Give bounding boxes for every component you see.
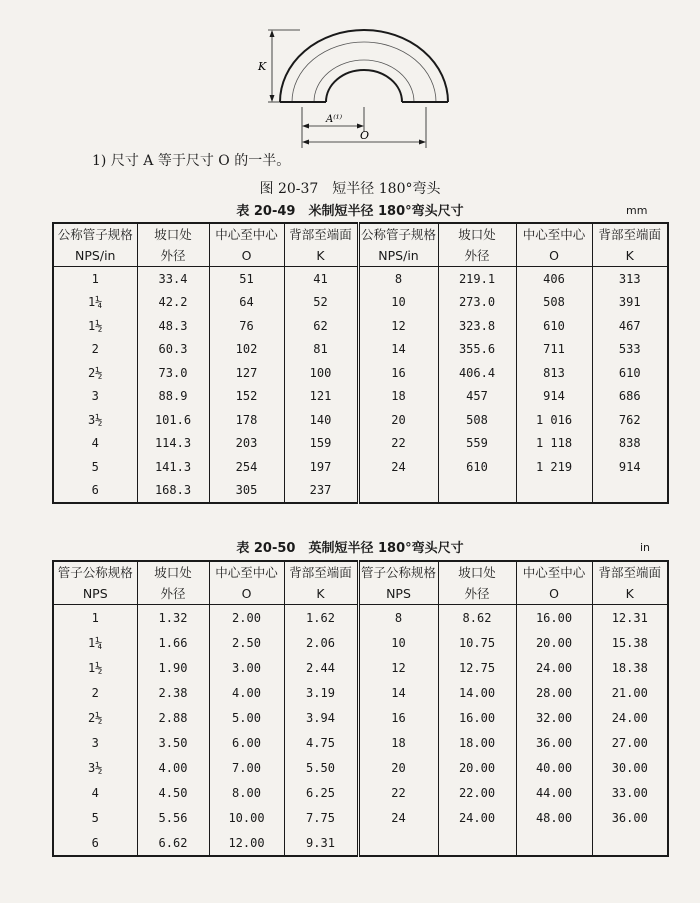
table-cell: 51 [209, 267, 284, 291]
table-cell: 33.00 [592, 780, 668, 805]
table-cell: 6 [91, 483, 99, 498]
figure-footnote: 1) 尺寸 A 等于尺寸 O 的一半。 [92, 153, 291, 169]
table-cell: 20 [358, 755, 438, 780]
table-row [53, 705, 668, 730]
column-header: 中心至中心 [516, 223, 592, 245]
column-header: 中心至中心 [209, 561, 284, 583]
table-cell: 273.0 [438, 291, 516, 315]
table-row [53, 830, 668, 856]
table-cell: 3½ [88, 760, 103, 775]
table-cell: 33.4 [137, 267, 209, 291]
table-cell: 42.2 [137, 291, 209, 315]
table-row [53, 455, 668, 479]
table-cell: 76 [209, 314, 284, 338]
table-cell: 10 [358, 630, 438, 655]
table-row [53, 655, 668, 680]
table-cell: 219.1 [438, 267, 516, 291]
table-cell: 3½ [88, 412, 103, 427]
table-cell: 203 [209, 432, 284, 456]
table-cell: 101.6 [137, 408, 209, 432]
table-cell: 2.50 [209, 630, 284, 655]
table-cell: 762 [592, 408, 668, 432]
header-row [53, 223, 668, 245]
table-cell: 20 [358, 408, 438, 432]
table-cell: 2½ [88, 365, 103, 380]
table-cell: 24.00 [592, 705, 668, 730]
imperial-dimension-table [52, 560, 669, 857]
column-header: NPS [53, 583, 137, 605]
table-cell: 15.38 [592, 630, 668, 655]
table-cell: 8 [358, 605, 438, 631]
table-cell: 8 [358, 267, 438, 291]
column-header: 坡口处 [438, 561, 516, 583]
table-cell: 2.06 [284, 630, 358, 655]
table-cell: 16 [358, 361, 438, 385]
table-row [53, 385, 668, 409]
table-cell: 5.56 [137, 805, 209, 830]
table-cell: 1 [91, 610, 99, 625]
table-cell: 2.00 [209, 605, 284, 631]
table-cell: 18.38 [592, 655, 668, 680]
table-cell: 24.00 [438, 805, 516, 830]
table-cell: 3.50 [137, 730, 209, 755]
column-header: O [209, 245, 284, 267]
table-cell: 1 [91, 271, 99, 286]
column-header: 坡口处 [137, 561, 209, 583]
column-header: K [592, 583, 668, 605]
column-header: 背部至端面 [284, 223, 358, 245]
table-cell: 5.00 [209, 705, 284, 730]
table-cell [438, 830, 516, 856]
table-row [53, 338, 668, 362]
table-cell: 2.88 [137, 705, 209, 730]
table-cell: 305 [209, 479, 284, 504]
table-cell: 48.00 [516, 805, 592, 830]
column-header: 坡口处 [137, 223, 209, 245]
table-cell: 323.8 [438, 314, 516, 338]
table-cell: 64 [209, 291, 284, 315]
table-cell: 406 [516, 267, 592, 291]
table-cell: 8.00 [209, 780, 284, 805]
table-cell: 140 [284, 408, 358, 432]
table-cell: 406.4 [438, 361, 516, 385]
table-cell: 10 [358, 291, 438, 315]
table-cell: 168.3 [137, 479, 209, 504]
table-cell: 44.00 [516, 780, 592, 805]
table-cell: 254 [209, 455, 284, 479]
table2-unit: in [640, 541, 651, 554]
table-cell: 559 [438, 432, 516, 456]
table-cell: 6.25 [284, 780, 358, 805]
table-cell: 1½ [88, 660, 103, 675]
table-cell: 102 [209, 338, 284, 362]
table-cell [592, 479, 668, 504]
table-cell: 3.00 [209, 655, 284, 680]
table-cell: 24.00 [516, 655, 592, 680]
table-cell: 121 [284, 385, 358, 409]
column-header: K [592, 245, 668, 267]
table-cell [438, 479, 516, 504]
table-cell: 1 118 [516, 432, 592, 456]
return-bend-diagram [240, 12, 490, 152]
table-cell: 4 [91, 785, 99, 800]
table-row [53, 432, 668, 456]
a-label: A⁽¹⁾ [326, 114, 343, 125]
table-cell: 12 [358, 655, 438, 680]
table-cell: 1.90 [137, 655, 209, 680]
table-row [53, 267, 668, 291]
table-cell [358, 479, 438, 504]
table-cell: 16.00 [516, 605, 592, 631]
table-cell: 391 [592, 291, 668, 315]
table-cell: 22 [358, 780, 438, 805]
table-cell: 4.00 [137, 755, 209, 780]
table-cell: 457 [438, 385, 516, 409]
table-row [53, 805, 668, 830]
table2-caption: 表 20-50 英制短半径 180°弯头尺寸 [236, 541, 464, 556]
table-cell: 141.3 [137, 455, 209, 479]
table-cell: 2.44 [284, 655, 358, 680]
table-cell: 7.75 [284, 805, 358, 830]
table-cell: 237 [284, 479, 358, 504]
table-cell: 159 [284, 432, 358, 456]
table-cell: 12.75 [438, 655, 516, 680]
column-header: 外径 [137, 245, 209, 267]
table-cell: 36.00 [516, 730, 592, 755]
table-cell: 3.19 [284, 680, 358, 705]
table-cell: 5 [91, 810, 99, 825]
table-cell: 533 [592, 338, 668, 362]
column-header: 中心至中心 [209, 223, 284, 245]
table-cell: 4.00 [209, 680, 284, 705]
table-cell: 24 [358, 455, 438, 479]
table-row [53, 680, 668, 705]
table-row [53, 780, 668, 805]
table-cell: 4 [91, 436, 99, 451]
table-cell: 9.31 [284, 830, 358, 856]
table-cell: 60.3 [137, 338, 209, 362]
column-header: NPS/in [53, 245, 137, 267]
column-header: 外径 [438, 245, 516, 267]
table-cell: 178 [209, 408, 284, 432]
table-cell: 12 [358, 314, 438, 338]
column-header: K [284, 245, 358, 267]
column-header: NPS [358, 583, 438, 605]
table-cell: 2 [91, 342, 99, 357]
k-label: K [258, 60, 267, 73]
table-cell: 88.9 [137, 385, 209, 409]
table-cell: 508 [516, 291, 592, 315]
table-cell: 32.00 [516, 705, 592, 730]
table-cell: 1.32 [137, 605, 209, 631]
table-cell: 28.00 [516, 680, 592, 705]
table-cell: 127 [209, 361, 284, 385]
table-cell: 813 [516, 361, 592, 385]
table-row [53, 605, 668, 631]
table-row [53, 408, 668, 432]
table-cell: 12.31 [592, 605, 668, 631]
table-row [53, 730, 668, 755]
table-cell: 16 [358, 705, 438, 730]
table-cell [516, 479, 592, 504]
table-cell: 1 016 [516, 408, 592, 432]
header-row [53, 583, 668, 605]
o-label: O [360, 129, 370, 142]
table-cell: 14.00 [438, 680, 516, 705]
column-header: 公称管子规格 [57, 227, 133, 242]
table-cell: 10.75 [438, 630, 516, 655]
table-cell: 10.00 [209, 805, 284, 830]
table-cell: 1 219 [516, 455, 592, 479]
table1-caption: 表 20-49 米制短半径 180°弯头尺寸 [236, 204, 464, 219]
table-cell: 4.75 [284, 730, 358, 755]
table-cell: 610 [438, 455, 516, 479]
header-row [53, 561, 668, 583]
table-cell: 2.38 [137, 680, 209, 705]
table-cell [358, 830, 438, 856]
column-header: K [284, 583, 358, 605]
column-header: 公称管子规格 [358, 223, 438, 245]
column-header: 外径 [137, 583, 209, 605]
table-cell: 2½ [88, 710, 103, 725]
table-cell: 100 [284, 361, 358, 385]
table-cell: 14 [358, 680, 438, 705]
table-cell: 152 [209, 385, 284, 409]
table-cell: 467 [592, 314, 668, 338]
column-header: O [516, 245, 592, 267]
table-cell: 40.00 [516, 755, 592, 780]
table-cell: 3 [91, 735, 99, 750]
table-row [53, 755, 668, 780]
column-header: O [209, 583, 284, 605]
table-cell: 73.0 [137, 361, 209, 385]
table-cell: 52 [284, 291, 358, 315]
table-cell: 114.3 [137, 432, 209, 456]
table-cell: 1¼ [88, 295, 103, 310]
table-cell: 313 [592, 267, 668, 291]
bend-outer-arc [280, 30, 448, 102]
column-header: 中心至中心 [516, 561, 592, 583]
table-cell: 610 [516, 314, 592, 338]
table-cell: 686 [592, 385, 668, 409]
table-cell: 36.00 [592, 805, 668, 830]
table-cell: 7.00 [209, 755, 284, 780]
table-cell: 1½ [88, 318, 103, 333]
column-header: 背部至端面 [592, 561, 668, 583]
table-cell: 197 [284, 455, 358, 479]
table-cell: 4.50 [137, 780, 209, 805]
table-cell: 48.3 [137, 314, 209, 338]
table-cell: 18 [358, 730, 438, 755]
table-cell: 12.00 [209, 830, 284, 856]
table-cell: 355.6 [438, 338, 516, 362]
table-cell: 22.00 [438, 780, 516, 805]
table-cell [516, 830, 592, 856]
table-cell: 18 [358, 385, 438, 409]
header-row [53, 245, 668, 267]
table-cell: 6.00 [209, 730, 284, 755]
column-header: NPS/in [358, 245, 438, 267]
table-cell: 610 [592, 361, 668, 385]
table-cell: 914 [516, 385, 592, 409]
table-cell: 838 [592, 432, 668, 456]
table-cell: 62 [284, 314, 358, 338]
table-row [53, 314, 668, 338]
table-cell: 5 [91, 459, 99, 474]
column-header: 管子公称规格 [57, 565, 133, 580]
table-cell: 3 [91, 389, 99, 404]
table-cell: 30.00 [592, 755, 668, 780]
table-row [53, 630, 668, 655]
table1-unit: mm [626, 204, 648, 217]
table-cell: 21.00 [592, 680, 668, 705]
table-cell: 6.62 [137, 830, 209, 856]
table-cell: 508 [438, 408, 516, 432]
table-cell: 27.00 [592, 730, 668, 755]
table-row [53, 291, 668, 315]
metric-dimension-table [52, 222, 669, 504]
column-header: 背部至端面 [592, 223, 668, 245]
column-header: 背部至端面 [284, 561, 358, 583]
column-header: O [516, 583, 592, 605]
table-cell: 20.00 [516, 630, 592, 655]
table-cell: 81 [284, 338, 358, 362]
table-cell: 22 [358, 432, 438, 456]
table-cell: 14 [358, 338, 438, 362]
column-header: 外径 [438, 583, 516, 605]
table-cell: 1.66 [137, 630, 209, 655]
column-header: 坡口处 [438, 223, 516, 245]
table-cell: 1¼ [88, 635, 103, 650]
table-cell: 3.94 [284, 705, 358, 730]
table-cell: 24 [358, 805, 438, 830]
figure-caption: 图 20-37 短半径 180°弯头 [259, 181, 441, 197]
column-header: 管子公称规格 [358, 561, 438, 583]
table-cell [592, 830, 668, 856]
table-cell: 41 [284, 267, 358, 291]
table-row [53, 479, 668, 504]
table-cell: 711 [516, 338, 592, 362]
bend-inner-arc [326, 70, 402, 102]
table-cell: 2 [91, 685, 99, 700]
table-row [53, 361, 668, 385]
table-cell: 914 [592, 455, 668, 479]
table-cell: 8.62 [438, 605, 516, 631]
table-cell: 16.00 [438, 705, 516, 730]
table-cell: 20.00 [438, 755, 516, 780]
table-cell: 6 [91, 835, 99, 850]
table-cell: 18.00 [438, 730, 516, 755]
table-cell: 5.50 [284, 755, 358, 780]
table-cell: 1.62 [284, 605, 358, 631]
